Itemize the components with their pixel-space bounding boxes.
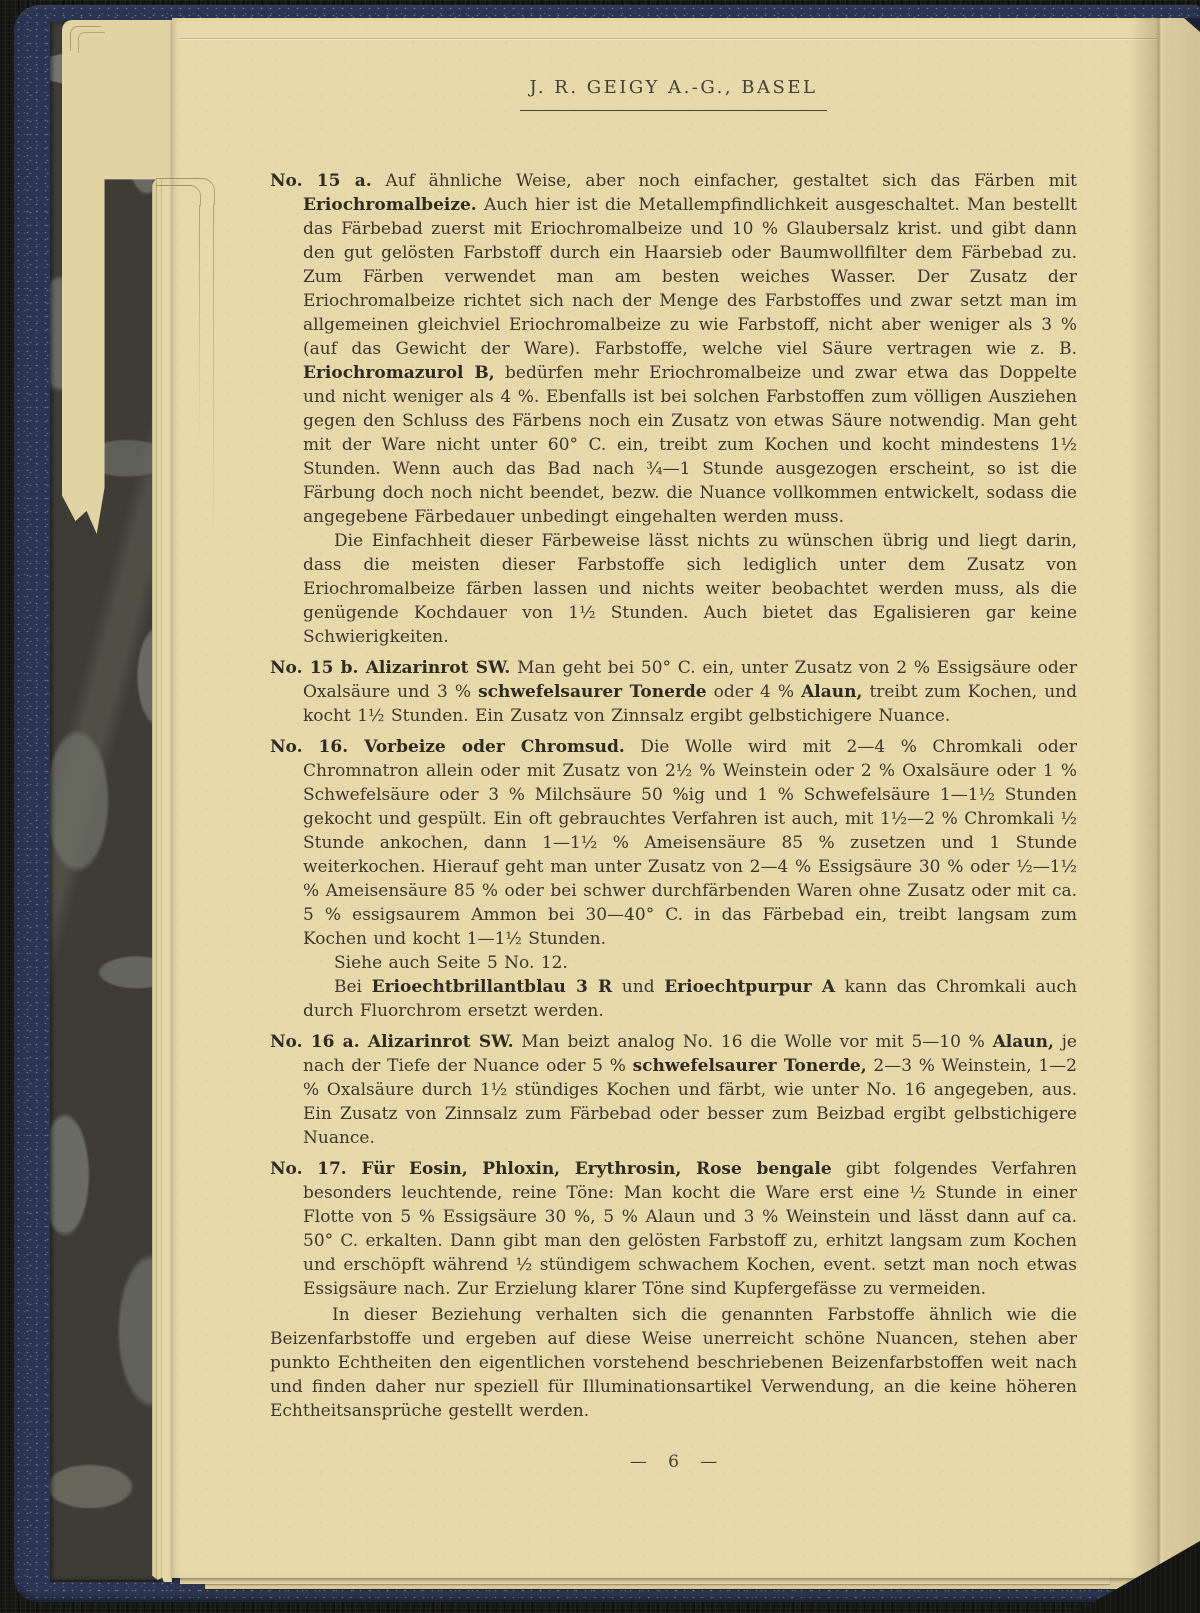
body-text: je nach der Tiefe der Nuance oder 5 %	[303, 1032, 1077, 1076]
body-text: und	[612, 977, 665, 997]
book-page	[172, 18, 1200, 1578]
document-body	[270, 169, 1077, 1423]
emphasis-text: No. 15 b. Alizarinrot SW.	[270, 658, 511, 678]
page-number: — 6 —	[629, 1452, 718, 1472]
paragraph-numbered	[270, 169, 1077, 529]
body-text: gibt folgendes Verfahren besonders leuchtende, reine Töne: Man kocht die Ware erst eine ½ Stunde in einer Flotte von 5 % Essigsäure 30 %, 5 % Alaun und 3 % Weinstein und lässt dann auf ca. 50° C. erkalten. Dann gibt man den gelösten Farbstoff zu, erhitzt langsam zum Kochen und erschöpft während ½ stündigem schwachem Kochen, event. setzt man noch etwas Essigsäure nach. Zur Erzielung klarer Töne sind Kupfergefässe zu vermeiden.	[303, 1159, 1078, 1299]
body-text: 2—3 % Weinstein, 1—2 % Oxalsäure durch 1½ stündiges Kochen und färbt, wie unter No. 16 angegeben, aus. Ein Zusatz von Zinnsalz zum Färbebad oder besser zum Beizbad ergibt gelbstichigere Nuance.	[303, 1056, 1077, 1148]
left-page-edges	[152, 178, 172, 1582]
emphasis-text: Eriochromalbeize.	[303, 195, 477, 215]
body-text: Bei	[334, 977, 372, 997]
body-text: bedürfen mehr Eriochromalbeize und zwar etwa das Doppelte und nicht weniger als 4 %. Ebenfalls ist bei solchen Farbstoffen zum völligen Ausziehen gegen den Schluss des Färbens noch ein Zusatz von etwas Säure notwendig. Man geht mit der Ware nicht unter 60° C. ein, treibt zum Kochen und kocht mindestens 1½ Stunden. Wenn auch das Bad nach ¾—1 Stunde ausgezogen erscheint, so ist die Färbung doch noch nicht beendet, bezw. die Nuance vollkommen entwickelt, sodass die angegebene Färbedauer unbedingt eingehalten werden muss.	[303, 363, 1077, 527]
emphasis-text: No. 16. Vorbeize oder Chromsud.	[270, 737, 625, 757]
emphasis-text: No. 17. Für Eosin, Phloxin, Erythrosin, Rose bengale	[270, 1159, 832, 1179]
body-text: In dieser Beziehung verhalten sich die genannten Farbstoffe ähnlich wie die Beizenfarbstoffe und ergeben auf diese Weise unerreicht schöne Nuancen, stehen aber punkto Echtheiten den eigentlichen vorstehend beschriebenen Beizenfarbstoffen weit nach und finden daher nur speziell für Illuminationsartikel Verwendung, an die keine höheren Echtheitsansprüche gestellt werden.	[270, 1305, 1077, 1421]
body-text: Auf ähnliche Weise, aber noch einfacher, gestaltet sich das Färben mit	[371, 171, 1077, 191]
body-text: Die Wolle wird mit 2—4 % Chromkali oder Chromnatron allein oder mit Zusatz von 2½ % Weinstein oder 2 % Oxalsäure oder 1 % Schwefelsäure oder 3 % Milchsäure 50 %ig und 1 % Schwefelsäure 1—1½ Stunden gekocht und gespült. Ein oft gebrauchtes Verfahren ist auch, mit 1½—2 % Chromkali ½ Stunde ankochen, dann 1—1½ % Ameisensäure 85 % zusetzen und 1 Stunde weiterkochen. Hierauf geht man unter Zusatz von 2—4 % Essigsäure 30 % oder ½—1½ % Ameisensäure 85 % oder bei schwer durchfärbenden Waren ohne Zusatz oder mit ca. 5 % essigsaurem Ammon bei 30—40° C. in das Färbebad ein, treibt langsam zum Kochen und kocht 1—1½ Stunden.	[303, 737, 1077, 949]
emphasis-text: Alaun,	[992, 1032, 1054, 1052]
paragraph-numbered	[270, 735, 1077, 951]
paragraph-note	[270, 951, 1077, 975]
emphasis-text: Eriochromazurol B,	[303, 363, 495, 383]
emphasis-text: schwefelsaurer Tonerde	[478, 682, 707, 702]
body-text: Auch hier ist die Metallempfindlichkeit ausgeschaltet. Man bestellt das Färbebad zuerst mit Eriochromalbeize und 10 % Glaubersalz krist. und gibt dann den gut gelösten Farbstoff durch ein Haarsieb oder Baumwollfilter dem Färbebad zu. Zum Färben verwendet man am besten weiches Wasser. Der Zusatz der Eriochromalbeize richtet sich nach der Menge des Farbstoffes und zwar setzt man im allgemeinen gleichviel Eriochromalbeize zu wie Farbstoff, nicht aber weniger als 3 % (auf das Gewicht der Ware). Farbstoffe, welche viel Säure vertragen wie z. B.	[303, 195, 1077, 359]
paragraph-note	[270, 529, 1077, 649]
body-text: Die Einfachheit dieser Färbeweise lässt nichts zu wünschen übrig und liegt darin, dass die meisten dieser Farbstoffe sich lediglich unter dem Zusatz von Eriochromalbeize färben lassen und nichts weiter beobachtet werden muss, als die genügende Kochdauer von 1½ Stunden. Auch bietet das Egalisieren gar keine Schwierigkeiten.	[303, 531, 1077, 647]
emphasis-text: Erioechtbrillantblau 3 R	[371, 977, 613, 997]
paragraph-numbered	[270, 1157, 1077, 1301]
emphasis-text: schwefelsaurer Tonerde,	[632, 1056, 867, 1076]
body-text: Man beizt analog No. 16 die Wolle vor mit 5—10 %	[513, 1032, 993, 1052]
page-content	[172, 18, 1200, 1578]
emphasis-text: Erioechtpurpur A	[664, 977, 836, 997]
paragraph-numbered	[270, 656, 1077, 728]
emphasis-text: No. 16 a. Alizarinrot SW.	[270, 1032, 514, 1052]
body-text: oder 4 %	[706, 682, 802, 702]
paragraph-note	[270, 975, 1077, 1023]
emphasis-text: No. 15 a.	[270, 171, 372, 191]
emphasis-text: Alaun,	[801, 682, 863, 702]
body-text: Man geht bei 50° C. ein, unter Zusatz von 2 % Essigsäure oder Oxalsäure und 3 %	[303, 658, 1077, 702]
paragraph-closing	[270, 1303, 1077, 1423]
company-header: J. R. GEIGY A.-G., BASEL	[520, 76, 828, 111]
body-text: Siehe auch Seite 5 No. 12.	[334, 953, 568, 973]
paragraph-numbered	[270, 1030, 1077, 1150]
body-text: kann das Chromkali auch durch Fluorchrom ersetzt werden.	[303, 977, 1077, 1021]
body-text: treibt zum Kochen, und kocht 1½ Stunden. Ein Zusatz von Zinnsalz ergibt gelbstichigere Nuance.	[303, 682, 1077, 726]
running-head-wrap	[270, 76, 1077, 111]
